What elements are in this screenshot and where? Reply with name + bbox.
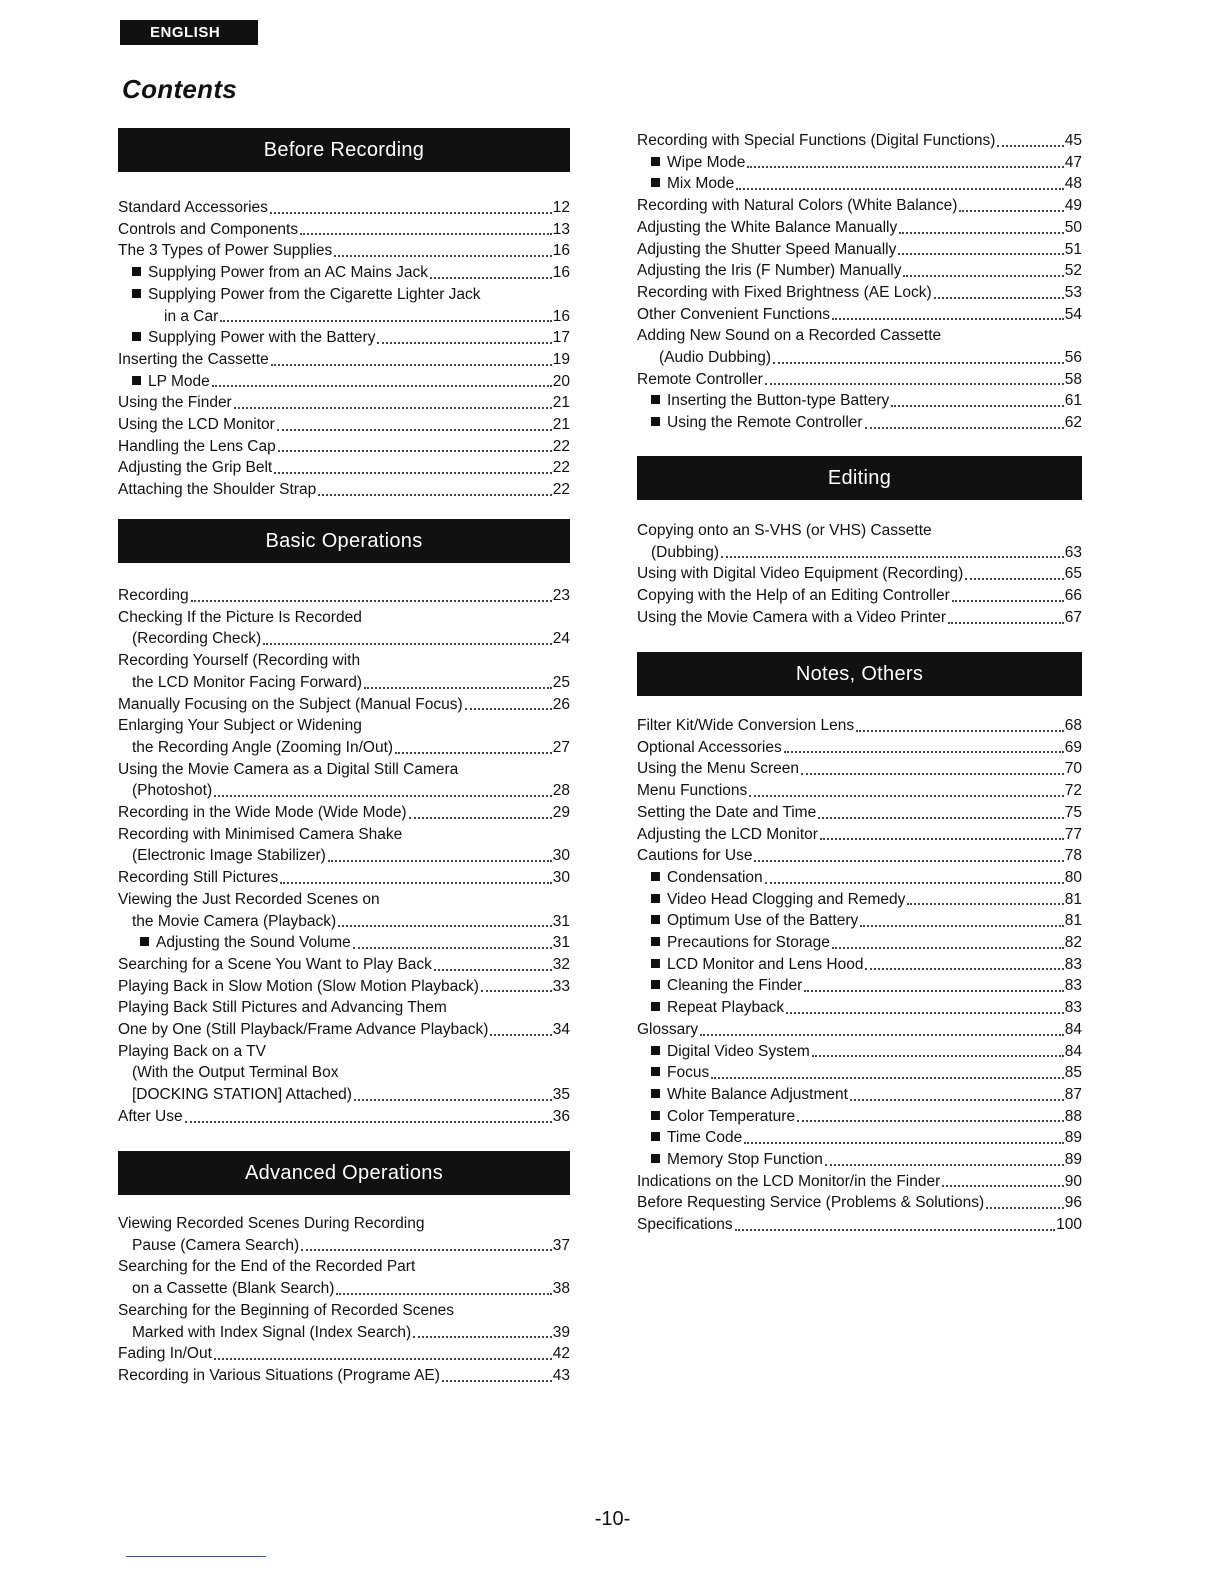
- toc-subentry[interactable]: Condensation 80: [637, 867, 1082, 889]
- toc-entry[interactable]: Recording with Special Functions (Digital Functions) 45: [637, 132, 1082, 149]
- toc-entry[interactable]: Setting the Date and Time 75: [637, 803, 1082, 821]
- toc-entry-line: Recording with Minimised Camera Shake: [118, 825, 403, 843]
- toc-entry-line: Recording Yourself (Recording with: [118, 652, 361, 670]
- section-heading: Advanced Operations: [118, 1151, 570, 1195]
- toc-entry[interactable]: (Recording Check) 24: [132, 630, 570, 648]
- toc-subentry[interactable]: Supplying Power from an AC Mains Jack 16: [118, 262, 570, 284]
- toc-entry[interactable]: on a Cassette (Blank Search) 38: [132, 1280, 570, 1298]
- toc-entry-line: (With the Output Terminal Box: [132, 1064, 339, 1082]
- toc-subentry[interactable]: LCD Monitor and Lens Hood 83: [637, 954, 1082, 976]
- toc-subentry[interactable]: White Balance Adjustment 87: [637, 1084, 1082, 1106]
- toc-entry-line: Copying onto an S-VHS (or VHS) Cassette: [637, 522, 932, 539]
- toc-entry[interactable]: Using the Movie Camera with a Video Printer 67: [637, 608, 1082, 626]
- section-advanced-operations: [118, 1151, 570, 1387]
- section-basic-operations: [118, 519, 570, 1128]
- toc-entry[interactable]: Menu Functions 72: [637, 782, 1082, 800]
- toc-entry[interactable]: Indications on the LCD Monitor/in the Finder 90: [637, 1172, 1082, 1190]
- toc-entry[interactable]: The 3 Types of Power Supplies 16: [118, 242, 570, 260]
- toc-entry[interactable]: Controls and Components 13: [118, 220, 570, 238]
- toc-entry[interactable]: Fading In/Out 42: [118, 1345, 570, 1363]
- toc-entry[interactable]: (Photoshot) 28: [132, 782, 570, 800]
- toc-entry[interactable]: One by One (Still Playback/Frame Advance Playback) 34: [118, 1021, 570, 1039]
- toc-entry[interactable]: Recording in the Wide Mode (Wide Mode) 29: [118, 804, 570, 822]
- toc-entry-line: Searching for the End of the Recorded Part: [118, 1258, 416, 1276]
- toc-entry[interactable]: Recording in Various Situations (Programe AE) 43: [118, 1366, 570, 1384]
- toc-entry[interactable]: Copying with the Help of an Editing Controller 66: [637, 587, 1082, 605]
- toc-subentry[interactable]: Color Temperature 88: [637, 1106, 1082, 1128]
- section-heading: Before Recording: [118, 128, 570, 172]
- toc-subentry[interactable]: Digital Video System 84: [637, 1041, 1082, 1063]
- toc-entry[interactable]: (Audio Dubbing) 56: [659, 349, 1082, 367]
- page-number: -10-: [594, 1508, 631, 1530]
- toc-entry[interactable]: Attaching the Shoulder Strap 22: [118, 481, 570, 499]
- toc-entry[interactable]: Optional Accessories 69: [637, 738, 1082, 756]
- toc-subentry[interactable]: Cleaning the Finder 83: [637, 975, 1082, 997]
- toc-entry[interactable]: Recording Still Pictures 30: [118, 869, 570, 887]
- toc-entry[interactable]: Inserting the Cassette 19: [118, 350, 570, 368]
- toc-entry-line: Enlarging Your Subject or Widening: [118, 717, 362, 735]
- toc-entry[interactable]: Before Requesting Service (Problems & Solutions) 96: [637, 1194, 1082, 1212]
- toc-entry[interactable]: (Dubbing) 63: [651, 543, 1082, 561]
- toc-entry[interactable]: Adjusting the White Balance Manually 50: [637, 218, 1082, 236]
- toc-subentry[interactable]: Wipe Mode 47: [637, 152, 1082, 174]
- toc-entry[interactable]: Other Convenient Functions 54: [637, 305, 1082, 323]
- toc-entry[interactable]: Recording with Fixed Brightness (AE Lock) 53: [637, 283, 1082, 301]
- toc-entry[interactable]: Adjusting the Shutter Speed Manually 51: [637, 240, 1082, 258]
- toc-entry[interactable]: Playing Back in Slow Motion (Slow Motion Playback) 33: [118, 977, 570, 995]
- toc-entry[interactable]: (Electronic Image Stabilizer) 30: [132, 847, 570, 865]
- section-heading: Editing: [637, 456, 1082, 500]
- toc-subentry[interactable]: Adjusting the Sound Volume 31: [118, 932, 570, 954]
- toc-entry-line: Playing Back on a TV: [118, 1042, 266, 1060]
- toc-entry[interactable]: Pause (Camera Search) 37: [132, 1236, 570, 1254]
- toc-subentry[interactable]: Time Code 89: [637, 1127, 1082, 1149]
- toc-entry[interactable]: Adjusting the Iris (F Number) Manually 52: [637, 262, 1082, 280]
- toc-entry[interactable]: Using the Finder 21: [118, 394, 570, 412]
- toc-entry-line: Using the Movie Camera as a Digital Still Camera: [118, 760, 459, 778]
- toc-entry-line: Viewing the Just Recorded Scenes on: [118, 890, 380, 908]
- toc-subentry[interactable]: Focus 85: [637, 1062, 1082, 1084]
- toc-entry[interactable]: Handling the Lens Cap 22: [118, 437, 570, 455]
- toc-entry[interactable]: Standard Accessories 12: [118, 199, 570, 216]
- footer-link-underline: [126, 1556, 266, 1557]
- toc-entry-line: Viewing Recorded Scenes During Recording: [118, 1215, 425, 1232]
- toc-entry[interactable]: the Movie Camera (Playback) 31: [132, 912, 570, 930]
- toc-entry[interactable]: Adjusting the Grip Belt 22: [118, 459, 570, 477]
- toc-entry[interactable]: Specifications 100: [637, 1216, 1082, 1234]
- toc-subentry-line: Supplying Power from the Cigarette Lighter Jack: [118, 284, 570, 306]
- toc-subentry[interactable]: Precautions for Storage 82: [637, 932, 1082, 954]
- toc-subentry[interactable]: LP Mode 20: [118, 371, 570, 393]
- section-recording-functions: [637, 130, 1082, 434]
- toc-subentry[interactable]: Video Head Clogging and Remedy 81: [637, 889, 1082, 911]
- toc-entry-line: Searching for the Beginning of Recorded Scenes: [118, 1301, 455, 1319]
- toc-subentry[interactable]: Memory Stop Function 89: [637, 1149, 1082, 1171]
- toc-entry[interactable]: Marked with Index Signal (Index Search) 39: [132, 1323, 570, 1341]
- toc-subentry[interactable]: in a Car 16: [164, 307, 570, 325]
- toc-entry[interactable]: the LCD Monitor Facing Forward) 25: [132, 673, 570, 691]
- section-before-recording: [118, 128, 570, 501]
- toc-entry[interactable]: Glossary 84: [637, 1020, 1082, 1038]
- toc-entry[interactable]: Remote Controller 58: [637, 370, 1082, 388]
- toc-entry[interactable]: the Recording Angle (Zooming In/Out) 27: [132, 738, 570, 756]
- toc-entry[interactable]: [DOCKING STATION] Attached) 35: [132, 1086, 570, 1104]
- toc-entry[interactable]: Cautions for Use 78: [637, 847, 1082, 865]
- toc-subentry[interactable]: Inserting the Button-type Battery 61: [637, 390, 1082, 412]
- toc-subentry[interactable]: Using the Remote Controller 62: [637, 412, 1082, 434]
- language-badge: ENGLISH: [120, 20, 258, 45]
- toc-entry[interactable]: Using the LCD Monitor 21: [118, 416, 570, 434]
- section-editing: [637, 456, 1082, 629]
- section-heading: Basic Operations: [118, 519, 570, 563]
- toc-entry[interactable]: Manually Focusing on the Subject (Manual Focus) 26: [118, 695, 570, 713]
- toc-entry-line: Checking If the Picture Is Recorded: [118, 608, 362, 626]
- toc-entry[interactable]: Using the Menu Screen 70: [637, 760, 1082, 778]
- section-notes-others: [637, 652, 1082, 1236]
- toc-subentry[interactable]: Repeat Playback 83: [637, 997, 1082, 1019]
- section-heading: Notes, Others: [637, 652, 1082, 696]
- toc-subentry[interactable]: Supplying Power with the Battery 17: [118, 327, 570, 349]
- toc-entry[interactable]: Filter Kit/Wide Conversion Lens 68: [637, 717, 1082, 734]
- toc-entry-line: Adding New Sound on a Recorded Cassette: [637, 327, 942, 345]
- toc-entry[interactable]: Adjusting the LCD Monitor 77: [637, 825, 1082, 843]
- toc-entry[interactable]: Recording 23: [118, 587, 570, 604]
- page-title: Contents: [122, 74, 238, 104]
- toc-entry[interactable]: Recording with Natural Colors (White Balance) 49: [637, 197, 1082, 215]
- toc-subentry[interactable]: Optimum Use of the Battery 81: [637, 910, 1082, 932]
- toc-entry[interactable]: After Use 36: [118, 1107, 570, 1125]
- toc-subentry[interactable]: Mix Mode 48: [637, 173, 1082, 195]
- toc-entry[interactable]: Searching for a Scene You Want to Play Back 32: [118, 955, 570, 973]
- toc-entry[interactable]: Using with Digital Video Equipment (Recording) 65: [637, 565, 1082, 583]
- toc-entry-line: Playing Back Still Pictures and Advancing Them: [118, 999, 447, 1017]
